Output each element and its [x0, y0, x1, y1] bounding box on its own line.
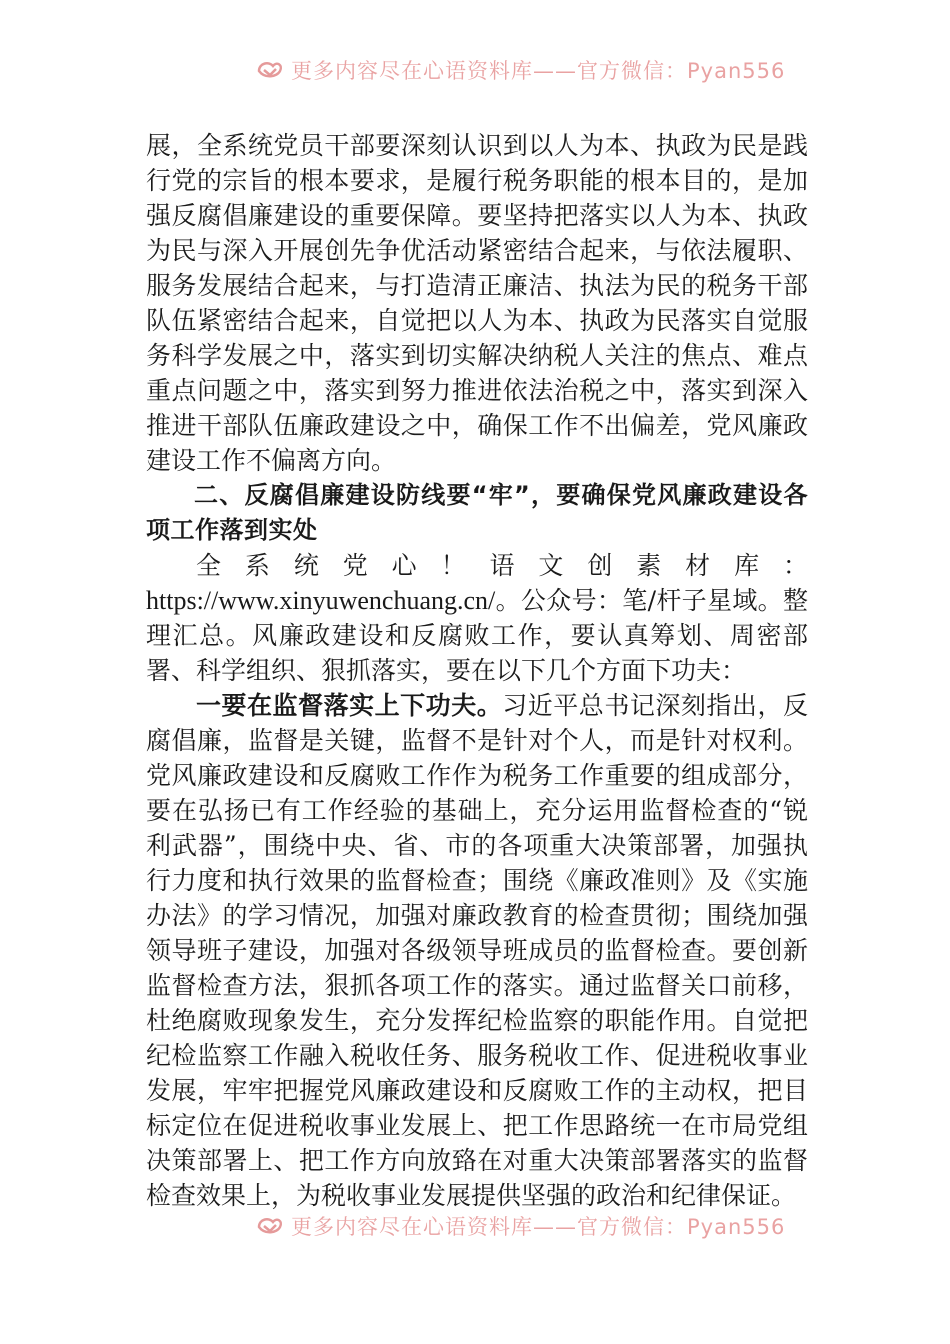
paragraph-continuation: 展，全系统党员干部要深刻认识到以人为本、执政为民是践行党的宗旨的根本要求，是履行税务职能的根本目的，是加强反腐倡廉建设的重要保障。要坚持把落实以人为本、执政为民与深入开展创先争优活动紧密结合起来，与依法履职、服务发展结合起来，与打造清正廉洁、执法为民的税务干部队伍紧密结合起来，自觉把以人为本、执政为民落实自觉服务科学发展之中，落实到切实解决纳税人关注的焦点、难点重点问题之中，落实到努力推进依法治税之中，落实到深入推进干部队伍廉政建设之中，确保工作不出偏差，党风廉政建设工作不偏离方向。 — [146, 131, 808, 475]
intro-prefix: 全系统党心！语文创素材库： — [196, 551, 808, 580]
paragraph-body: 习近平总书记深刻指出，反腐倡廉，监督是关键，监督不是针对个人，而是针对权利。党风廉政建设和反腐败工作作为税务工作重要的组成部分，要在弘扬已有工作经验的基础上，充分运用监督检查的“锐利武器”，围绕中央、省、市的各项重大决策部署，加强执行力度和执行效果的监督检查；围绕《廉政准则》及《实施办法》的学习情况，加强对廉政教育的检查贯彻；围绕加强领导班子建设，加强对各级领导班成员的监督检查。要创新监督检查方法，狠抓各项工作的落实。通过监督关口前移，杜绝腐败现象发生，充分发挥纪检监察的职能作用。自觉把纪检监察工作融入税收任务、服务税收工作、促进税收事业发展，牢牢把握党风廉政建设和反腐败工作的主动权，把目标定位在促进税收事业发展上、把工作思路统一在市局党组决策部署上、把工作方向放臵在对重大决策部署落实的监督检查效果上，为税收事业发展提供坚强的政治和纪律保证。 — [146, 691, 808, 1210]
paragraph-intro — [146, 548, 808, 688]
brand-logo-icon — [255, 1213, 285, 1239]
brand-logo-icon — [255, 57, 285, 83]
header-banner — [255, 52, 785, 88]
intro-suffix: 。公众号：笔/杆子星域。整理汇总。风廉政建设和反腐败工作，要认真筹划、周密部署、科学组织、狠抓落实，要在以下几个方面下功夫： — [146, 586, 808, 685]
document-page — [146, 128, 808, 1213]
banner-text: 更多内容尽在心语资料库——官方微信：Pyan556 — [291, 1215, 786, 1239]
section-heading: 二、反腐倡廉建设防线要“牢”，要确保党风廉政建设各项工作落到实处 — [146, 481, 808, 544]
paragraph-supervision — [146, 688, 808, 1213]
banner-text: 更多内容尽在心语资料库——官方微信：Pyan556 — [291, 59, 786, 83]
source-url: https://www.xinyuwenchuang.cn/ — [146, 586, 496, 615]
paragraph-lead: 一要在监督落实上下功夫。 — [196, 691, 503, 720]
footer-banner — [255, 1208, 785, 1244]
